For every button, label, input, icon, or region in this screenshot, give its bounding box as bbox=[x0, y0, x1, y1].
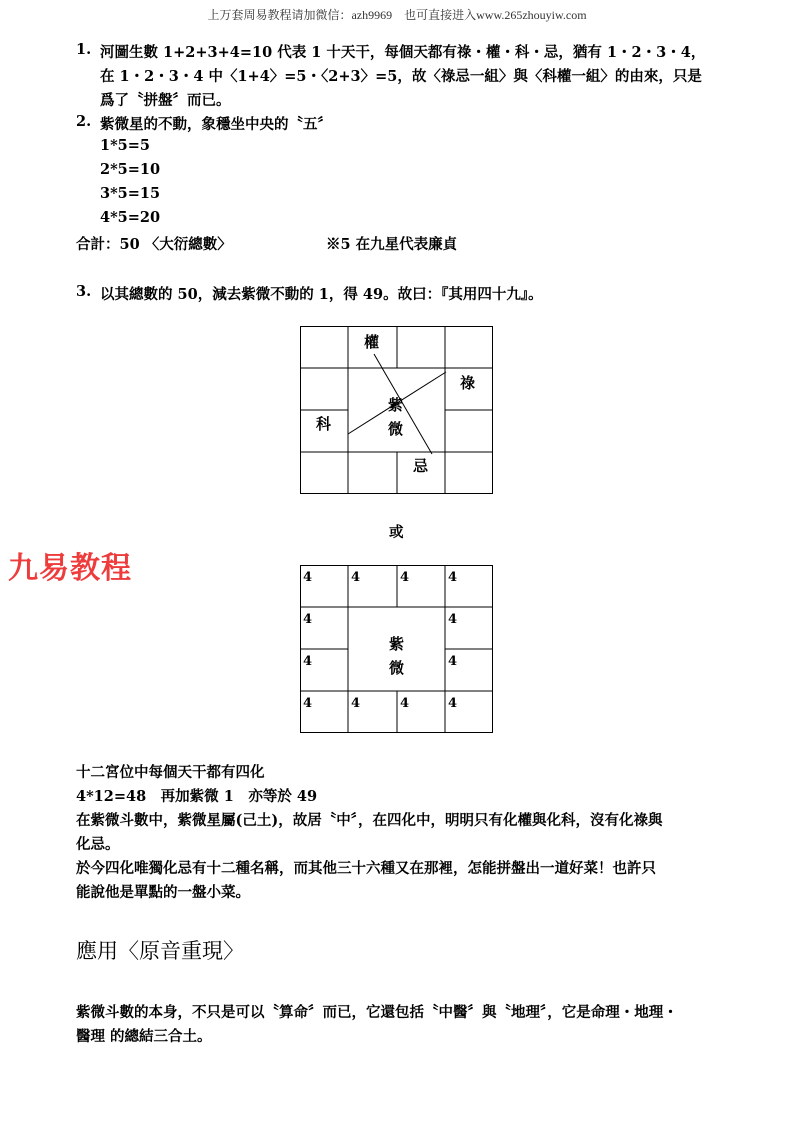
center-zi: 紫 bbox=[388, 396, 404, 414]
calc-3: 3*5=15 bbox=[100, 185, 161, 202]
item2-line1: 紫微星的不動，象穩坐中央的〝五〞 bbox=[100, 116, 332, 133]
cell-value: 4 bbox=[351, 696, 361, 711]
calc-2: 2*5=10 bbox=[100, 161, 161, 178]
cell-value: 4 bbox=[400, 570, 410, 585]
item3-number: 3. bbox=[76, 283, 92, 300]
para-line6: 能說他是單點的一盤小菜。 bbox=[76, 884, 250, 901]
cell-value: 4 bbox=[303, 696, 313, 711]
cell-value: 4 bbox=[448, 654, 458, 669]
cell-value: 4 bbox=[400, 696, 410, 711]
page-header: 上万套周易教程请加微信：azh9969 也可直接进入www.265zhouyiw.com bbox=[207, 8, 587, 22]
or-label: 或 bbox=[389, 525, 404, 541]
center-wei: 微 bbox=[388, 420, 404, 438]
para-line5: 於今四化唯獨化忌有十二種名稱，而其他三十六種又在那裡，怎能拼盤出一道好菜！也許只 bbox=[76, 860, 656, 877]
label-ke: 科 bbox=[316, 415, 332, 433]
cell-value: 4 bbox=[351, 570, 361, 585]
section2-line1: 紫微斗數的本身，不只是可以〝算命〞而已，它還包括〝中醫〞與〝地理〞，它是命理・地理・ bbox=[76, 1004, 678, 1021]
para-line3: 在紫微斗數中，紫微星屬(己土)，故居〝中〞，在四化中，明明只有化權與化科，沒有化祿與 bbox=[76, 812, 663, 829]
section2-line2: 醫理 的總結三合土。 bbox=[76, 1028, 212, 1045]
para-line1: 十二宮位中每個天干都有四化 bbox=[76, 764, 265, 781]
calc-4: 4*5=20 bbox=[100, 209, 161, 226]
section-heading: 應用〈原音重現〉 bbox=[76, 939, 244, 963]
item3-line1: 以其總數的 50，減去紫微不動的 1，得 49。故曰：『其用四十九』。 bbox=[100, 286, 543, 303]
center-zi: 紫 bbox=[389, 635, 405, 653]
para-line2: 4*12=48 再加紫微 1 亦等於 49 bbox=[76, 788, 318, 805]
center-wei: 微 bbox=[389, 659, 405, 677]
note-line: ※5 在九星代表廉貞 bbox=[326, 236, 458, 253]
cell-value: 4 bbox=[303, 612, 313, 627]
item1-line1: 河圖生數 1+2+3+4=10 代表 1 十天干，每個天都有祿・權・科・忌，猶有 1・2・3・4， bbox=[100, 44, 706, 61]
diagram-12-palace-grid bbox=[300, 565, 493, 733]
cell-value: 4 bbox=[303, 654, 313, 669]
calc-1: 1*5=5 bbox=[100, 137, 150, 154]
watermark-logo: 九易教程 bbox=[8, 551, 132, 586]
item2-number: 2. bbox=[76, 113, 92, 130]
para-line4: 化忌。 bbox=[76, 836, 120, 853]
cell-value: 4 bbox=[448, 612, 458, 627]
label-ji: 忌 bbox=[413, 457, 429, 475]
label-quan: 權 bbox=[364, 333, 380, 351]
cell-value: 4 bbox=[448, 696, 458, 711]
total-line: 合計：50 〈大衍總數〉 bbox=[76, 236, 232, 253]
label-lu: 祿 bbox=[460, 374, 476, 392]
cell-value: 4 bbox=[448, 570, 458, 585]
item1-line2: 在 1・2・3・4 中〈1+4〉=5・〈2+3〉=5，故〈祿忌一組〉與〈科權一組〉的由來，只是 bbox=[100, 68, 702, 85]
item1-number: 1. bbox=[76, 41, 92, 58]
item1-line3: 爲了〝拼盤〞而已。 bbox=[100, 92, 231, 109]
diagram-sihua-grid bbox=[300, 326, 493, 494]
cell-value: 4 bbox=[303, 570, 313, 585]
